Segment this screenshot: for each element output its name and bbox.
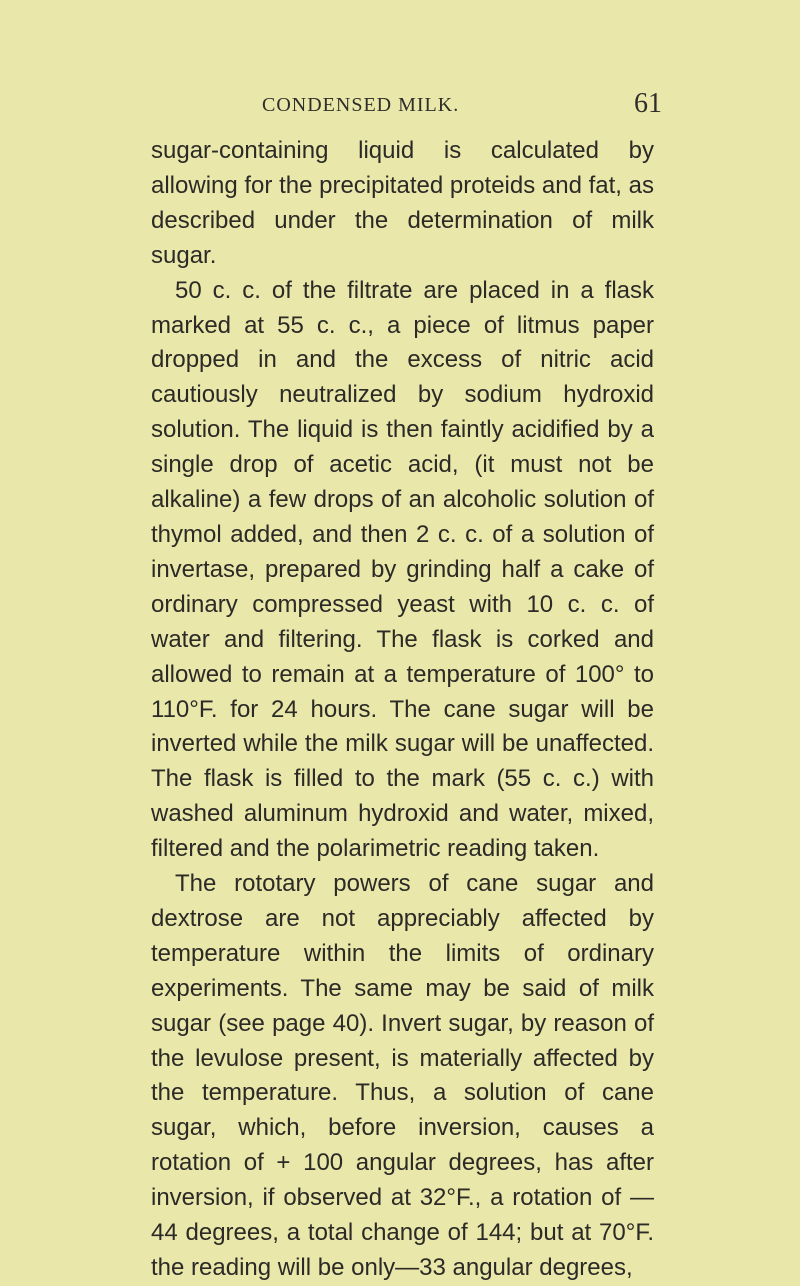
paragraph-invertase-method: 50 c. c. of the filtrate are placed in a flask marked at 55 c. c., a piece of litmus paper dropped in and the excess of nitric acid cautiously neutralized by sodium hydroxid solution. The liquid is then faintly acidified by a single drop of acetic acid, (it must not be alkaline) a few drops of an alcoholic solution of thymol added, and then 2 c. c. of a solution of invertase, prepared by grinding half a cake of ordinary compressed yeast with 10 c. c. of water and filtering. The flask is corked and allowed to remain at a temperature of 100° to 110°F. for 24 hours. The cane sugar will be inverted while the milk sugar will be unaffected. The flask is filled to the mark (55 c. c.) with washed aluminum hydroxid and water, mixed, filtered and the polarimetric reading taken. bbox=[151, 276, 654, 863]
page-number: 61 bbox=[634, 88, 662, 119]
paragraph-rotatory-powers: The rototary powers of cane sugar and dextrose are not appreciably affected by temperature within the limits of ordinary experiments. The same may be said of milk sugar (see page 40). Invert sugar, by reason of the levulose present, is materially affected by the temperature. Thus, a solution of cane sugar, which, before inversion, causes a rotation of + 100 angular degrees, has after inversion, if observed at 32°F., a rotation of —44 degrees, a total change of 144; but at 70°F. the reading will be only—33 angular degrees, bbox=[151, 870, 654, 1281]
running-head bbox=[0, 78, 800, 118]
body-text bbox=[151, 134, 654, 1286]
paragraph-continuation: sugar-containing liquid is calculated by allowing for the precipitated proteids and fat, as described under the determination of milk sugar. bbox=[151, 137, 654, 269]
running-title: CONDENSED MILK. bbox=[262, 94, 460, 116]
